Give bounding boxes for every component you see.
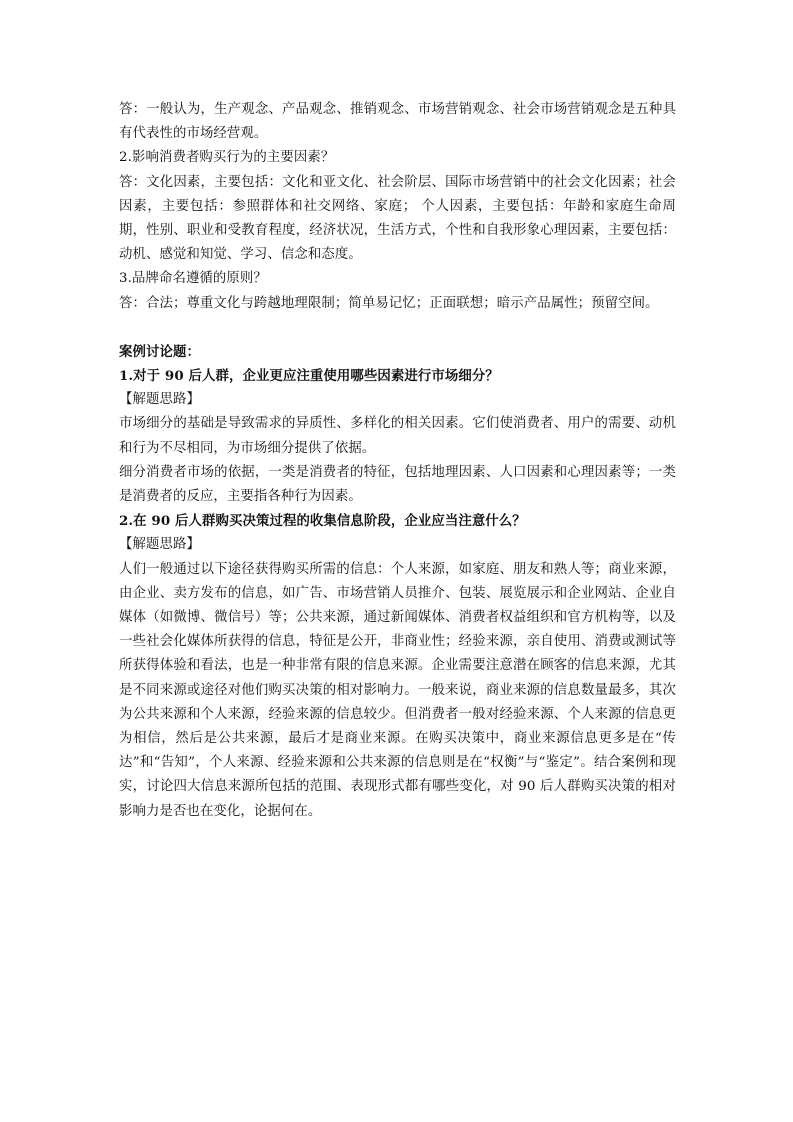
- case-paragraph-3: 人们一般通过以下途径获得购买所需的信息：个人来源，如家庭、朋友和熟人等；商业来源，由企业、卖方发布的信息，如广告、市场营销人员推介、包装、展览展示和企业网站、企业自媒体（如微博、微信号）等；公共来源，通过新闻媒体、消费者权益组织和官方机构等，以及一些社会化媒体所获得的信息，特征是公开，非商业性；经验来源，亲自使用、消费或测试等所获得体验和看法，也是一种非常有限的信息来源。企业需要注意潜在顾客的信息来源，尤其是不同来源或途径对他们购买决策的相对影响力。一般来说，商业来源的信息数量最多，其次为公共来源和个人来源，经验来源的信息较少。但消费者一般对经验来源、个人来源的信息更为相信，然后是公共来源，最后才是商业来源。在购买决策中，商业来源信息更多是在“传达”和“告知”，个人来源、经验来源和公共来源的信息则是在“权衡”与“鉴定”。结合案例和现实，讨论四大信息来源所包括的范围、表现形式都有哪些变化，对 90 后人群购买决策的相对影响力是否也在变化，论据何在。: [119, 561, 676, 819]
- case-paragraph-1: 市场细分的基础是导致需求的异质性、多样化的相关因素。它们使消费者、用户的需要、动机和行为不尽相同，为市场细分提供了依据。: [119, 416, 676, 456]
- case-question-2: 2.在 90 后人群购买决策过程的收集信息阶段，企业应当注意什么？: [119, 513, 526, 530]
- question-2: 2.影响消费者购买行为的主要因素？: [119, 150, 335, 166]
- question-3: 3.品牌命名遵循的原则？: [119, 271, 267, 287]
- case-question-1: 1.对于 90 后人群，企业更应注重使用哪些因素进行市场细分？: [119, 368, 499, 385]
- case-heading: 案例讨论题：: [119, 343, 200, 360]
- hint-label-2: 【解题思路】: [119, 537, 200, 553]
- hint-label-1: 【解题思路】: [119, 392, 200, 408]
- answer-2: 答：文化因素，主要包括：文化和亚文化、社会阶层、国际市场营销中的社会文化因素；社会因素，主要包括：参照群体和社交网络、家庭； 个人因素，主要包括：年龄和家庭生命周期，性别、职业和受教育程度，经济状况，生活方式，个性和自我形象心理因素，主要包括：动机、感觉和知觉、学习、信念和态度。: [119, 174, 676, 263]
- answer-1: 答：一般认为，生产观念、产品观念、推销观念、市场营销观念、社会市场营销观念是五种具有代表性的市场经营观。: [119, 102, 676, 142]
- document-page: [119, 98, 676, 824]
- answer-3: 答：合法；尊重文化与跨越地理限制；简单易记忆；正面联想；暗示产品属性；预留空间。: [119, 295, 659, 311]
- section-spacer: [119, 316, 676, 340]
- case-paragraph-2: 细分消费者市场的依据，一类是消费者的特征，包括地理因素、人口因素和心理因素等；一类是消费者的反应，主要指各种行为因素。: [119, 464, 676, 505]
